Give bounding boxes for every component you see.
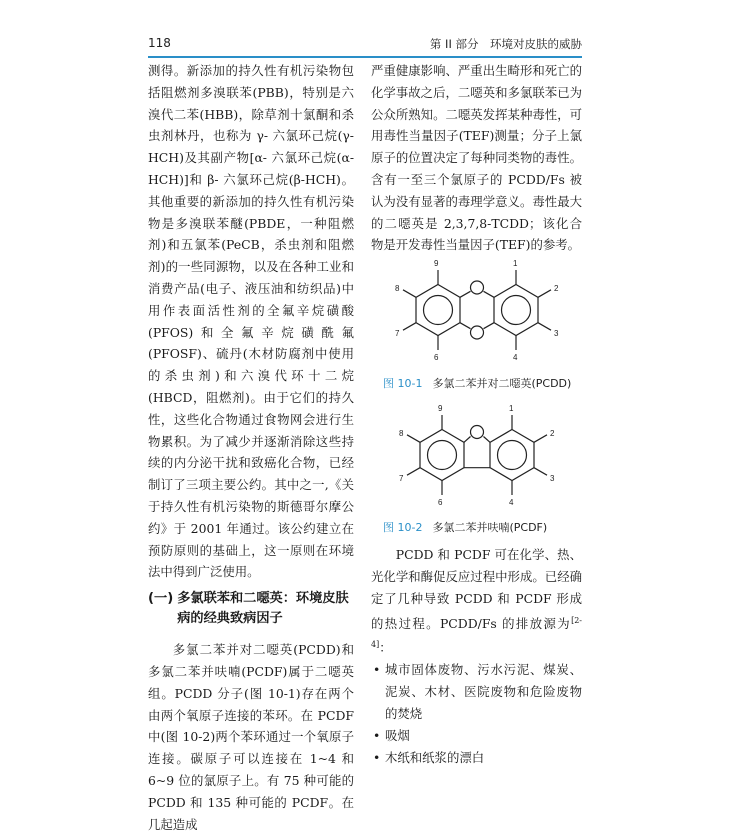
position-label: 3 bbox=[550, 474, 555, 484]
header-rule bbox=[148, 56, 582, 58]
page-number: 118 bbox=[148, 36, 171, 50]
body-text: ： bbox=[379, 640, 392, 656]
section-title: 多氯联苯和二噁英：环境皮肤病的经典致病因子 bbox=[177, 591, 349, 627]
position-label: 9 bbox=[434, 259, 439, 269]
figure-pcdd bbox=[371, 256, 582, 392]
position-label: 1 bbox=[509, 404, 514, 414]
position-label: 7 bbox=[395, 329, 400, 339]
body-paragraph: 多氯二苯并对二噁英(PCDD)和多氯二苯并呋喃(PCDF)属于二噁英组。PCDD 分子(图 10-1)存在两个由两个氧原子连接的苯环。在 PCDF 中(图 10-2)两个苯环通过一个氧原子连接。碳原子可以连接在 1~4 和 6~9 位的氯原子上。有 75 种可能的 PCDD 和 135 种可能的 PCDF。在几起造成 bbox=[148, 642, 354, 832]
figure-pcdf bbox=[371, 400, 582, 536]
figure-number: 图 10-1 bbox=[383, 377, 423, 391]
position-label: 9 bbox=[438, 404, 443, 414]
position-label: 3 bbox=[554, 329, 559, 339]
position-label: 6 bbox=[438, 498, 443, 508]
figure-caption bbox=[371, 520, 582, 536]
list-item: • 吸烟 bbox=[371, 725, 582, 747]
citation-reference: [2-4] bbox=[371, 615, 582, 650]
section-number: (一) bbox=[148, 591, 174, 607]
position-label: 1 bbox=[513, 259, 518, 269]
body-text: PCDD 和 PCDF 可在化学、热、光化学和酶促反应过程中形成。已经确定了几种导致 PCDD 和 PCDF 形成的热过程。PCDD/Fs 的排放源为 bbox=[371, 547, 582, 631]
pcdf-structure-diagram bbox=[371, 400, 582, 518]
section-heading bbox=[148, 589, 354, 629]
list-item: • 木纸和纸浆的漂白 bbox=[371, 747, 582, 769]
bullet-list bbox=[371, 659, 582, 768]
right-column bbox=[371, 60, 582, 768]
figure-caption-text: 多氯二苯并对二噁英(PCDD) bbox=[432, 377, 572, 391]
position-label: 4 bbox=[509, 498, 514, 508]
position-label: 7 bbox=[399, 474, 404, 484]
position-label: 4 bbox=[513, 353, 518, 363]
figure-caption-text: 多氯二苯并呋喃(PCDF) bbox=[432, 521, 548, 535]
position-label: 8 bbox=[399, 429, 404, 439]
position-label: 6 bbox=[434, 353, 439, 363]
position-label: 2 bbox=[550, 429, 555, 439]
list-item: • 城市固体废物、污水污泥、煤炭、泥炭、木材、医院废物和危险废物的焚烧 bbox=[371, 659, 582, 724]
body-paragraph: 严重健康影响、严重出生畸形和死亡的化学事故之后，二噁英和多氯联苯已为公众所熟知。二噁英发挥某种毒性，可用毒性当量因子(TEF)测量；分子上氯原子的位置决定了每种同类物的毒性。含有一至三个氯原子的 PCDD/Fs 被认为没有显著的毒理学意义。毒性最大的二噁英是 2,3,7,8-TCDD；该化合物是开发毒性当量因子(TEF)的参考。 bbox=[371, 63, 582, 253]
running-title: 第 II 部分 环境对皮肤的威胁 bbox=[429, 37, 582, 51]
pcdd-structure-diagram bbox=[371, 256, 582, 374]
figure-number: 图 10-2 bbox=[383, 521, 423, 535]
left-column bbox=[148, 60, 354, 835]
figure-caption bbox=[371, 376, 582, 392]
position-label: 2 bbox=[554, 284, 559, 294]
page-header bbox=[148, 30, 582, 56]
body-paragraph bbox=[371, 544, 582, 659]
position-label: 8 bbox=[395, 284, 400, 294]
body-paragraph: 测得。新添加的持久性有机污染物包括阻燃剂多溴联苯(PBB)，特别是六溴代二苯(HBB)，除草剂十氯酮和杀虫剂林丹，也称为 γ- 六氯环己烷(γ-HCH)及其副产物[α- 六氯环己烷(α-HCH)]和 β- 六氯环己烷(β-HCH)。其他重要的新添加的持久性有机污染物是多溴联苯醚(PBDE，一种阻燃剂)和五氯苯(PeCB，杀虫剂和阻燃剂)的一些同源物，以及在各种工业和消费产品(电子、液压油和纺织品)中用作表面活性剂的全氟辛烷磺酸(PFOS)和全氟辛烷磺酰氟(PFOSF)、硫丹(木材防腐剂中使用的杀虫剂)和六溴代环十二烷(HBCD，阻燃剂)。由于它们的持久性，这些化合物通过食物网会进行生物累积。为了减少并逐渐消除这些持续的内分泌干扰和致癌化合物，已经制订了三项主要公约。其中之一,《关于持久性有机污染物的斯德哥尔摩公约》于 2001 年通过。该公约建立在预防原则的基础上，这一原则在环境法中得到广泛使用。 bbox=[148, 63, 354, 580]
